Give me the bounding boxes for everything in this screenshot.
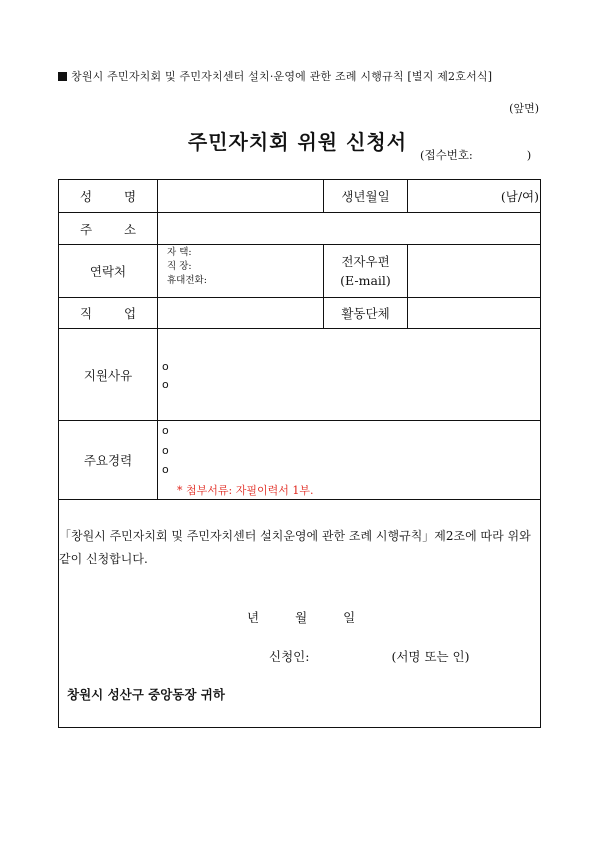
date-year: 년 [247, 610, 260, 625]
regulation-line: 창원시 주민자치회 및 주민자치센터 설치·운영에 관한 조례 시행규칙 [별지 제2호서식] [71, 70, 493, 83]
birth-label: 생년월일 [341, 189, 390, 204]
application-form [58, 179, 541, 728]
attachment-note: * 첨부서류: 자필이력서 1부. [177, 484, 314, 497]
receipt-number [420, 147, 531, 163]
recipient: 창원시 성산구 중앙동장 귀하 [67, 687, 225, 702]
email-label: 전자우편 [341, 254, 390, 269]
contact-label: 연락처 [89, 264, 127, 279]
reason-item: o [162, 378, 169, 391]
contact-home: 자 택: [167, 247, 192, 258]
email-label-cell [324, 245, 407, 297]
regulation-header [58, 68, 492, 84]
declaration-text: 「창원시 주민자치회 및 주민자치센터 설치운영에 관한 조례 시행규칙」제2조에 따라 위와 같이 신청합니다. [59, 529, 531, 566]
applicant-label: 신청인: [269, 649, 310, 664]
name-field[interactable] [158, 180, 323, 212]
square-bullet-icon [58, 72, 67, 81]
career-item: o [162, 463, 169, 476]
address-label: 주 소 [79, 221, 151, 237]
signature-label: (서명 또는 인) [391, 649, 470, 664]
receipt-label: (접수번호: [420, 148, 473, 162]
row-divider [59, 499, 540, 500]
date-day: 일 [343, 610, 356, 625]
career-label: 주요경력 [83, 453, 133, 468]
reason-item: o [162, 360, 169, 373]
address-field[interactable] [158, 213, 540, 244]
activity-label: 활동단체 [341, 306, 390, 321]
career-item: o [162, 424, 169, 437]
job-field[interactable] [158, 298, 323, 328]
date-month: 월 [295, 610, 308, 625]
reason-label: 지원사유 [83, 367, 133, 383]
receipt-close: ) [526, 148, 532, 162]
email-sub-label: (E-mail) [340, 273, 391, 288]
email-field[interactable] [408, 245, 539, 297]
career-item: o [162, 444, 169, 457]
applicant-line [269, 647, 470, 665]
contact-mobile: 휴대전화: [167, 275, 207, 286]
job-label: 직 업 [79, 306, 151, 321]
side-label: (앞면) [509, 102, 539, 115]
contact-work: 직 장: [167, 261, 192, 272]
form-title: 주민자치회 위원 신청서 [187, 130, 408, 154]
activity-field[interactable] [408, 298, 539, 328]
gender-label: (남/여) [500, 189, 539, 204]
name-label: 성 명 [79, 189, 151, 204]
date-line [247, 608, 355, 626]
